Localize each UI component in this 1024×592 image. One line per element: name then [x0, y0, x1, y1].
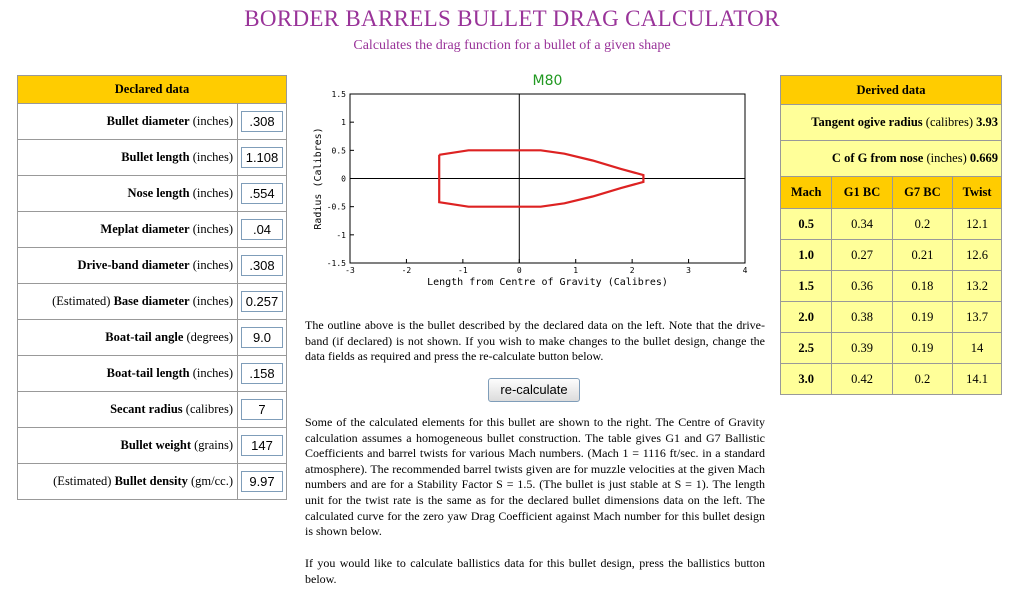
derived-cell: 12.1: [953, 209, 1002, 240]
declared-label: (Estimated) Bullet density (gm/cc.): [18, 464, 238, 500]
declared-value-cell: [238, 464, 287, 500]
derived-heading: Derived data: [781, 76, 1002, 105]
declared-label: Nose length (inches): [18, 176, 238, 212]
derived-cell: 12.6: [953, 240, 1002, 271]
declared-row: [18, 212, 287, 248]
declared-label: Bullet length (inches): [18, 140, 238, 176]
derived-row: [781, 271, 1002, 302]
derived-column-header: Mach: [781, 177, 832, 209]
mach-cell: 1.0: [781, 240, 832, 271]
derived-cell: 14: [953, 333, 1002, 364]
bullet-outline-chart: [305, 70, 765, 292]
derived-cell: 0.38: [832, 302, 892, 333]
calculation-description: Some of the calculated elements for this bullet are shown to the right. The Centre of Gravity calculation assumes a homogeneous bullet construction. The table gives G1 and G7 Ballistic Coefficients and barrel twists for various Mach numbers. (Mach 1 = 1116 ft/sec. in a standard atmosphere). The recommended barrel twists given are for muzzle velocities at the given Mach numbers and are for a Stability Factor S = 1.5. (The bullet is just stable at S = 1). The length unit for the twist rate is the same as for the declared bullet dimensions data on the left. The calculated curve for the zero yaw Drag Coefficient against Mach number for this bullet design is shown below.: [305, 415, 765, 539]
declared-value-cell: [238, 320, 287, 356]
declared-value-cell: [238, 212, 287, 248]
derived-cell: 0.39: [832, 333, 892, 364]
derived-cell: 0.34: [832, 209, 892, 240]
chart-svg: [305, 70, 765, 292]
declared-value-cell: [238, 284, 287, 320]
declared-data-table: [17, 75, 287, 500]
declared-label: Boat-tail angle (degrees): [18, 320, 238, 356]
declared-row: [18, 464, 287, 500]
declared-row: [18, 356, 287, 392]
derived-row: [781, 364, 1002, 395]
declared-value-input[interactable]: .158: [241, 363, 283, 384]
page-title: BORDER BARRELS BULLET DRAG CALCULATOR: [244, 6, 780, 31]
x-tick-label: 1: [573, 266, 579, 275]
derived-row: [781, 240, 1002, 271]
page-subtitle: Calculates the drag function for a bullet of a given shape: [353, 38, 671, 53]
derived-cell: 0.36: [832, 271, 892, 302]
x-tick-label: 4: [742, 266, 748, 275]
y-axis-label: Radius (Calibres): [313, 127, 324, 230]
declared-row: [18, 428, 287, 464]
y-tick-label: -1.5: [326, 259, 346, 268]
x-tick-label: 0: [516, 266, 522, 275]
derived-data-table: [780, 75, 1002, 395]
derived-cell: 0.19: [892, 302, 952, 333]
declared-value-cell: [238, 428, 287, 464]
y-tick-label: 1.5: [331, 90, 346, 99]
derived-cell: 13.7: [953, 302, 1002, 333]
y-tick-label: -0.5: [326, 202, 346, 212]
derived-column-header: G1 BC: [832, 177, 892, 209]
derived-cell: 0.21: [892, 240, 952, 271]
derived-column-header: G7 BC: [892, 177, 952, 209]
mach-cell: 1.5: [781, 271, 832, 302]
declared-value-input[interactable]: .04: [241, 219, 283, 240]
declared-row: [18, 248, 287, 284]
derived-column-header: Twist: [953, 177, 1002, 209]
y-tick-label: -1: [336, 230, 346, 240]
mach-cell: 3.0: [781, 364, 832, 395]
declared-label: Boat-tail length (inches): [18, 356, 238, 392]
declared-value-cell: [238, 176, 287, 212]
declared-value-input[interactable]: 7: [241, 399, 283, 420]
x-axis-label: Length from Centre of Gravity (Calibres): [427, 277, 668, 288]
y-tick-label: 0: [341, 174, 346, 184]
mach-cell: 2.0: [781, 302, 832, 333]
derived-cell: 14.1: [953, 364, 1002, 395]
declared-value-cell: [238, 392, 287, 428]
x-tick-label: -2: [401, 266, 412, 275]
outline-description: The outline above is the bullet described by the declared data on the left. Note that the drive-band (if declared) is not shown. If you wish to make changes to the bullet design, change the data fields as required and press the re-calculate button below.: [305, 318, 765, 364]
declared-row: [18, 176, 287, 212]
derived-cell: 0.18: [892, 271, 952, 302]
mach-cell: 0.5: [781, 209, 832, 240]
declared-value-cell: [238, 248, 287, 284]
declared-label: Secant radius (calibres): [18, 392, 238, 428]
tangent-ogive-radius: Tangent ogive radius (calibres) 3.93: [781, 105, 1002, 141]
derived-row: [781, 333, 1002, 364]
derived-cell: 0.19: [892, 333, 952, 364]
declared-value-input[interactable]: .308: [241, 111, 283, 132]
declared-value-input[interactable]: 147: [241, 435, 283, 456]
declared-label: Bullet weight (grains): [18, 428, 238, 464]
y-tick-label: 0.5: [331, 146, 346, 156]
declared-row: [18, 104, 287, 140]
declared-label: Bullet diameter (inches): [18, 104, 238, 140]
chart-title: M80: [532, 73, 563, 89]
declared-row: [18, 392, 287, 428]
x-tick-label: 3: [686, 266, 691, 275]
derived-cell: 0.2: [892, 209, 952, 240]
declared-row: [18, 140, 287, 176]
cog-from-nose: C of G from nose (inches) 0.669: [781, 141, 1002, 177]
declared-value-cell: [238, 140, 287, 176]
derived-row: [781, 209, 1002, 240]
derived-row: [781, 302, 1002, 333]
declared-value-input[interactable]: .308: [241, 255, 283, 276]
declared-heading: Declared data: [18, 76, 287, 104]
declared-value-input[interactable]: 1.108: [241, 147, 283, 168]
derived-cell: 0.27: [832, 240, 892, 271]
declared-row: [18, 284, 287, 320]
y-tick-label: 1: [341, 118, 346, 128]
derived-cell: 13.2: [953, 271, 1002, 302]
x-tick-label: -3: [345, 266, 355, 275]
declared-value-input[interactable]: 9.0: [241, 327, 283, 348]
declared-label: Meplat diameter (inches): [18, 212, 238, 248]
declared-value-input[interactable]: 0.257: [241, 291, 283, 312]
declared-value-input[interactable]: 9.97: [241, 471, 283, 492]
mach-cell: 2.5: [781, 333, 832, 364]
declared-label: Drive-band diameter (inches): [18, 248, 238, 284]
derived-cell: 0.2: [892, 364, 952, 395]
declared-row: [18, 320, 287, 356]
declared-label: (Estimated) Base diameter (inches): [18, 284, 238, 320]
declared-value-input[interactable]: .554: [241, 183, 283, 204]
recalculate-button[interactable]: re-calculate: [488, 378, 580, 402]
x-tick-label: 2: [629, 266, 635, 275]
declared-value-cell: [238, 356, 287, 392]
ballistics-description: If you would like to calculate ballistics data for this bullet design, press the ballistics button below.: [305, 556, 765, 586]
declared-value-cell: [238, 104, 287, 140]
derived-cell: 0.42: [832, 364, 892, 395]
x-tick-label: -1: [458, 266, 468, 275]
